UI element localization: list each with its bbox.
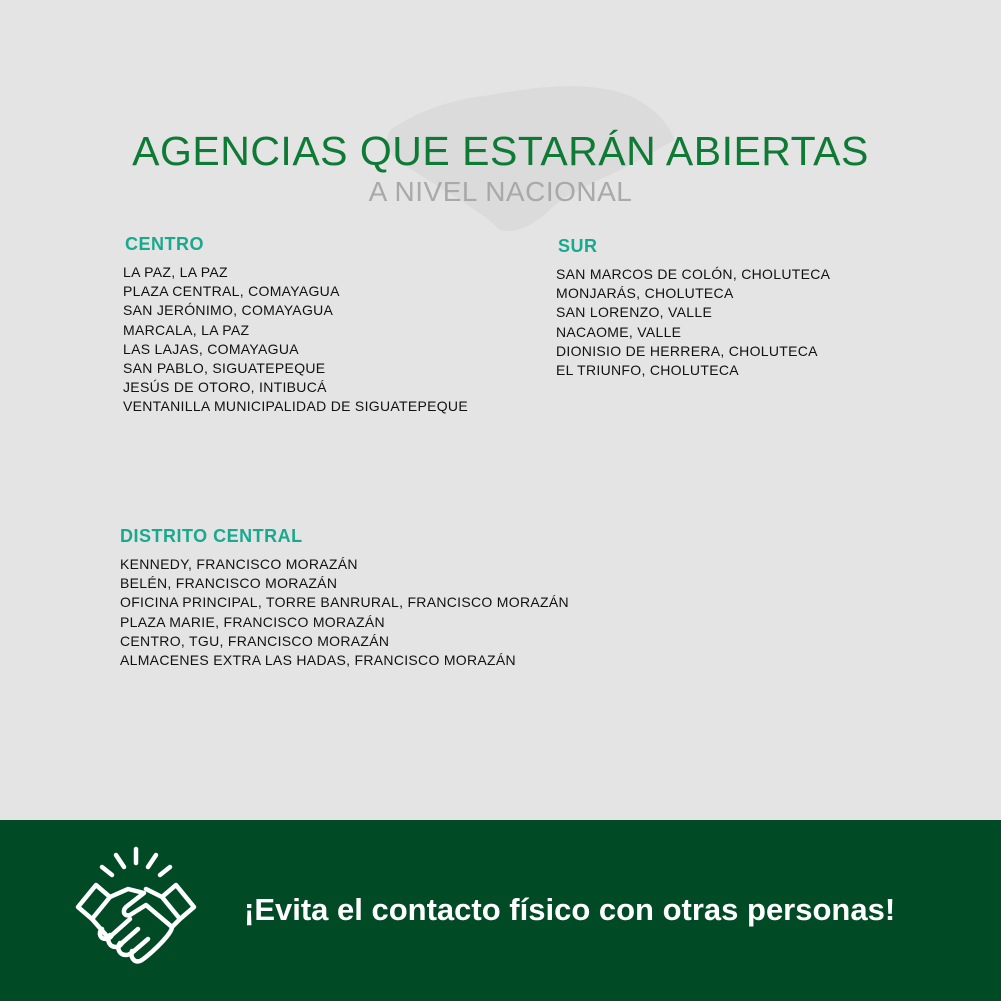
list-item: EL TRIUNFO, CHOLUTECA: [556, 362, 739, 379]
list-item: SAN JERÓNIMO, COMAYAGUA: [123, 302, 334, 319]
list-item: SAN LORENZO, VALLE: [556, 304, 713, 321]
list-item: OFICINA PRINCIPAL, TORRE BANRURAL, FRANCISCO MORAZÁN: [120, 594, 569, 611]
list-item: PLAZA MARIE, FRANCISCO MORAZÁN: [120, 613, 385, 630]
list-item: SAN PABLO, SIGUATEPEQUE: [123, 360, 326, 377]
list-item: MARCALA, LA PAZ: [123, 321, 250, 338]
list-item: LAS LAJAS, COMAYAGUA: [123, 340, 299, 357]
list-item: NACAOME, VALLE: [556, 323, 682, 340]
list-item: CENTRO, TGU, FRANCISCO MORAZÁN: [120, 632, 390, 649]
region-heading: SUR: [558, 236, 598, 256]
list-item: DIONISIO DE HERRERA, CHOLUTECA: [556, 342, 818, 359]
list-item: LA PAZ, LA PAZ: [123, 264, 228, 280]
list-item: PLAZA CENTRAL, COMAYAGUA: [123, 283, 340, 300]
region-centro: [123, 233, 468, 417]
region-heading: DISTRITO CENTRAL: [120, 526, 303, 546]
list-item: ALMACENES EXTRA LAS HADAS, FRANCISCO MORAZÁN: [120, 652, 516, 669]
region-heading: CENTRO: [125, 234, 204, 254]
list-item: VENTANILLA MUNICIPALIDAD DE SIGUATEPEQUE: [123, 398, 468, 415]
list-item: SAN MARCOS DE COLÓN, CHOLUTECA: [556, 266, 831, 282]
page-subtitle: A NIVEL NACIONAL: [368, 176, 633, 207]
agency-list: [120, 555, 569, 670]
list-item: BELÉN, FRANCISCO MORAZÁN: [120, 575, 338, 592]
footer-message: ¡Evita el contacto físico con otras personas!: [244, 892, 896, 927]
region-sur: [556, 235, 830, 380]
list-item: JESÚS DE OTORO, INTIBUCÁ: [123, 379, 327, 396]
page-title: AGENCIAS QUE ESTARÁN ABIERTAS: [132, 128, 869, 174]
agency-list: [556, 265, 830, 380]
agency-list: [123, 263, 468, 417]
region-distrito-central: [120, 525, 569, 670]
handshake-icon: [72, 845, 200, 970]
list-item: KENNEDY, FRANCISCO MORAZÁN: [120, 556, 358, 572]
list-item: MONJARÁS, CHOLUTECA: [556, 285, 734, 302]
